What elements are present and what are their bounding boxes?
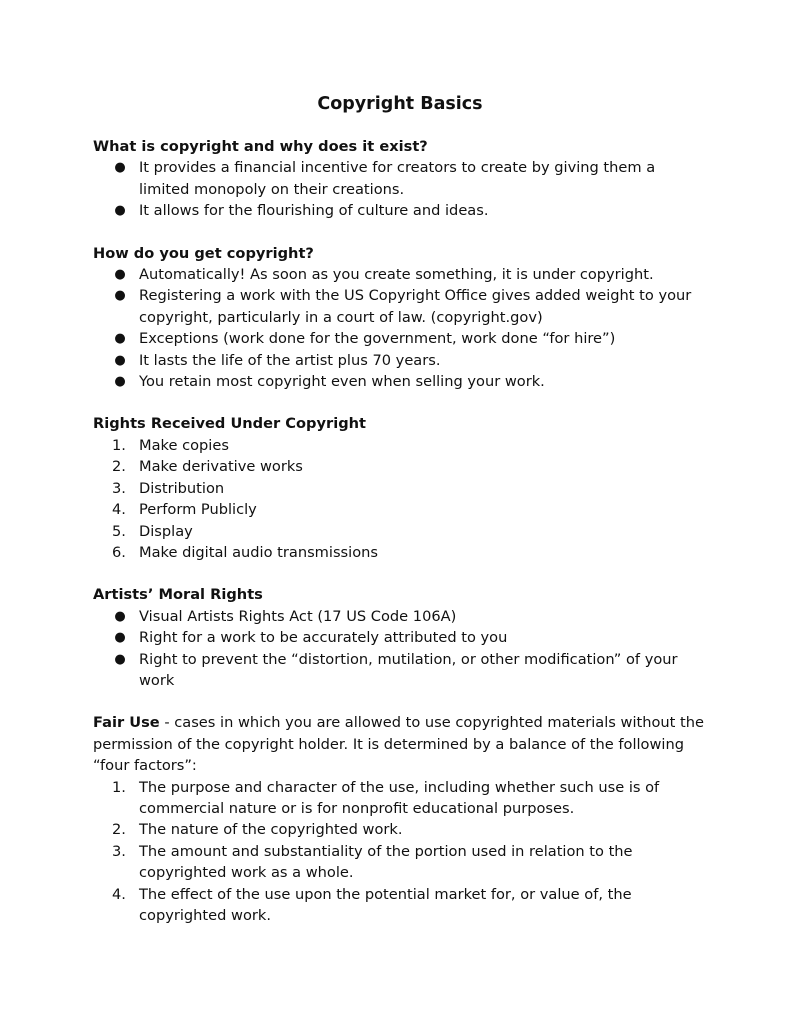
list-item: ● Right to prevent the “distortion, mutilation, or other modification” of your work (114, 650, 678, 689)
bullet-icon: ● (114, 267, 126, 283)
fair-use-paragraph (93, 712, 705, 776)
list-item: 2. The nature of the copyrighted work. (93, 819, 705, 840)
section-how-get-copyright (93, 243, 705, 393)
list-item: 3. Distribution (93, 478, 705, 499)
fair-use-term: Fair Use (93, 714, 160, 732)
list-item: ● Automatically! As soon as you create something, it is under copyright. (93, 264, 705, 285)
bullet-list (93, 606, 705, 692)
bullet-icon: ● (114, 630, 126, 646)
list-item: ● Registering a work with the US Copyright Office gives added weight to your copyright, particularly in a court of law. (copyright.gov) (114, 287, 692, 326)
section-rights-received (93, 413, 705, 563)
bullet-list (93, 264, 705, 392)
list-item: ● Exceptions (work done for the government, work done “for hire”) (93, 328, 705, 349)
list-number: 4. (112, 885, 126, 903)
bullet-icon: ● (114, 288, 126, 304)
list-number: 4. (112, 501, 126, 519)
list-item: 4. The effect of the use upon the potential market for, or value of, the copyrighted work. (112, 885, 632, 924)
section-fair-use (93, 712, 705, 926)
list-item: 1. The purpose and character of the use, including whether such use is of commercial nature or is for nonprofit educational purposes. (112, 778, 660, 817)
list-item: ● It lasts the life of the artist plus 70 years. (93, 350, 705, 371)
list-item: ● Right for a work to be accurately attributed to you (93, 627, 705, 648)
bullet-icon: ● (114, 203, 126, 219)
list-item: 4. Perform Publicly (93, 499, 705, 520)
list-item: 2. Make derivative works (93, 456, 705, 477)
numbered-list (93, 435, 705, 563)
bullet-icon: ● (114, 352, 126, 368)
bullet-icon: ● (114, 608, 126, 624)
list-item: 1. Make copies (93, 435, 705, 456)
page-title: Copyright Basics (317, 94, 483, 114)
section-what-is-copyright (93, 136, 705, 222)
list-number: 1. (112, 436, 126, 454)
list-item: 5. Display (93, 521, 705, 542)
list-item: ● You retain most copyright even when selling your work. (93, 371, 705, 392)
list-number: 5. (112, 522, 126, 540)
list-number: 3. (112, 842, 126, 860)
bullet-icon: ● (114, 331, 126, 347)
list-number: 2. (112, 458, 126, 476)
list-number: 2. (112, 821, 126, 839)
bullet-icon: ● (114, 651, 126, 667)
document-page (93, 92, 705, 947)
list-item: ● It allows for the flourishing of culture and ideas. (93, 200, 705, 221)
list-item: ● It provides a financial incentive for creators to create by giving them a limited monopoly on their creations. (114, 159, 656, 198)
section-moral-rights (93, 584, 705, 691)
list-item: 6. Make digital audio transmissions (93, 542, 705, 563)
list-number: 1. (112, 778, 126, 796)
section-heading: Artists’ Moral Rights (93, 586, 263, 604)
numbered-list (93, 777, 705, 927)
bullet-list (93, 157, 705, 221)
list-number: 6. (112, 543, 126, 561)
bullet-icon: ● (114, 160, 126, 176)
section-heading: What is copyright and why does it exist? (93, 138, 428, 155)
list-number: 3. (112, 479, 126, 497)
fair-use-definition: - cases in which you are allowed to use copyrighted materials without the permission of the copyright holder. It is determined by a balance of the following “four factors”: (93, 714, 704, 775)
section-heading: Rights Received Under Copyright (93, 415, 367, 433)
list-item: ● Visual Artists Rights Act (17 US Code 106A) (93, 606, 705, 627)
bullet-icon: ● (114, 374, 126, 390)
section-heading: How do you get copyright? (93, 244, 314, 262)
list-item: 3. The amount and substantiality of the portion used in relation to the copyrighted work as a whole. (112, 842, 633, 882)
